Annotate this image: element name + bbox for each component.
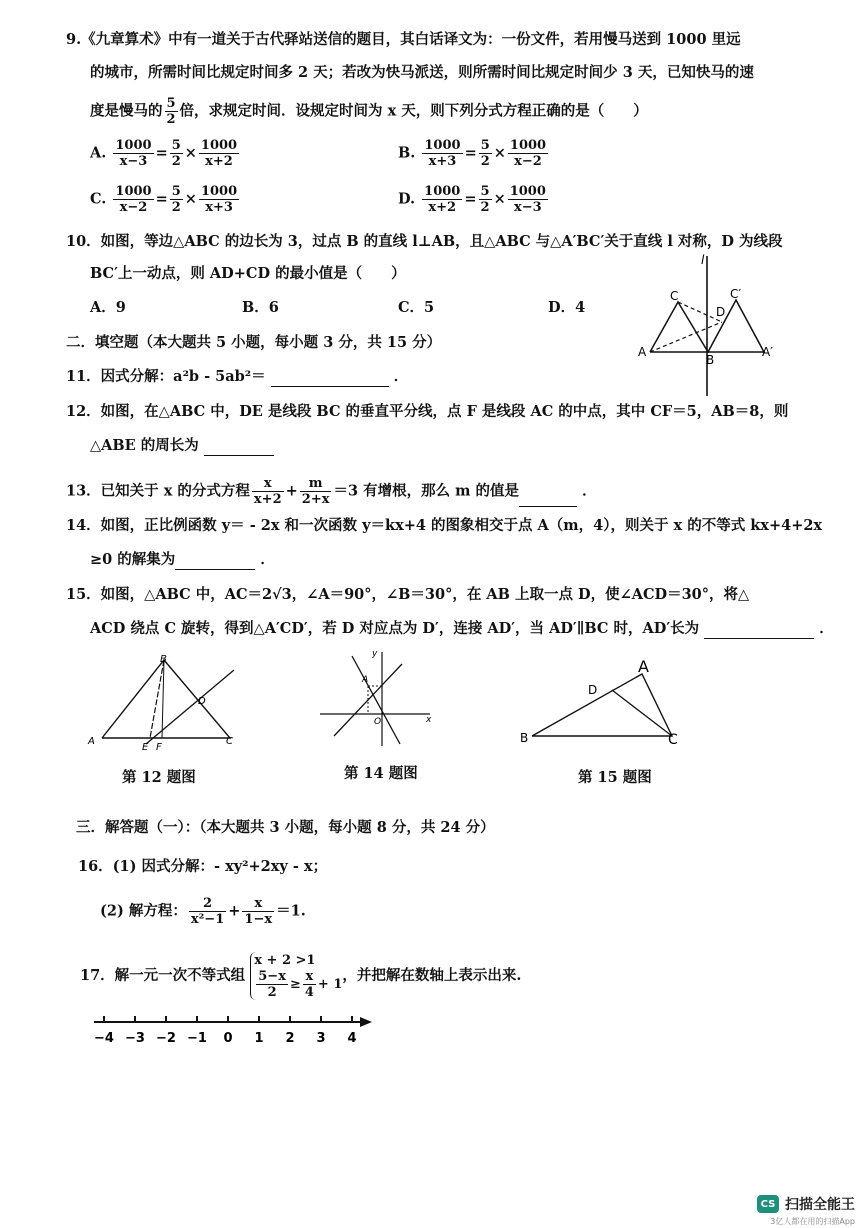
q16-part1: 16．(1) 因式分解：- xy²+2xy - x； [78,858,328,875]
q10-line1: 10．如图，等边△ABC 的边长为 3，过点 B 的直线 l⊥AB，且△ABC 与△A′BC′关于直线 l 对称，D 为线段 [66,233,783,250]
q13: 13．已知关于 x 的分式方程 $\frac{x}{x+2}$ + $\frac{m}{2+x}$ ＝3 有增根，那么 m 的值是 ． [66,476,597,507]
fig15-triangle [532,674,672,736]
q10-option-b: B．6 [242,299,279,316]
q12-answer-blank[interactable] [204,439,274,456]
q9-option-b: B. $\frac{1000}{x+3}$ = $\frac{5}{2}$ × $\frac{1000}{x-2}$ [398,138,547,169]
fig12-label-f: F [156,742,162,752]
label-d: D [716,305,726,319]
fig15-label-b: B [520,731,529,745]
q15-line1: 15．如图，△ABC 中，AC＝2√3，∠A＝90°，∠B＝30°，在 AB 上取一点 D，使∠ACD＝30°，将△ [66,586,750,603]
tick-label: −1 [187,1031,207,1046]
fig12-label-a: A [88,736,95,747]
fig15-label-d: D [588,683,598,697]
q10-option-a: A．9 [90,299,126,316]
label-ap: A′ [762,345,773,359]
tick-label: −2 [156,1031,176,1046]
q9-line1: 9.《九章算术》中有一道关于古代驿站送信的题目，其白话译文为：一份文件，若用慢马送到 1000 里远 [66,31,741,48]
q9-line3 [90,96,648,127]
tick-label: 3 [316,1031,326,1046]
scanner-watermark [757,1194,855,1226]
q16-part2: (2) 解方程： $\frac{2}{\text{x²−1}}$ + $\frac{x}{1-x}$ ＝1. [100,896,306,927]
fig12 [84,652,244,752]
q12-line1: 12．如图，在△ABC 中，DE 是线段 BC 的垂直平分线，点 F 是线段 AC 的中点，其中 CF＝5，AB＝8，则 [66,403,789,420]
q11: 11．因式分解：a²b - 5ab²＝ ． [66,368,409,385]
tick-label: 4 [347,1031,357,1046]
inequality-system: x + 2 >1 $\frac{5-x}{2}$ ≥ $\frac{x}{4}$ + 1 [250,952,342,1000]
label-cp: C′ [730,287,742,301]
tick-label: 1 [254,1031,264,1046]
q13-answer-blank[interactable] [519,490,577,507]
q14-line1: 14．如图，正比例函数 y＝ - 2x 和一次函数 y＝kx+4 的图象相交于点 A（m，4），则关于 x 的不等式 kx+4+2x [66,517,823,534]
fig14-line-y-neg2x [352,656,400,744]
tick-label: 2 [285,1031,295,1046]
watermark-sub: 3亿人都在用的扫描App [770,1217,855,1226]
section-2-heading: 二．填空题（本大题共 5 小题，每小题 3 分，共 15 分） [66,334,442,351]
q10-figure [630,250,790,400]
label-a: A [638,345,647,359]
q9-option-d: D. $\frac{1000}{x+2}$ = $\frac{5}{2}$ × $\frac{1000}{x-3}$ [398,184,546,215]
number-line-arrow [360,1017,372,1027]
fig12-label-e: E [142,742,149,752]
fig14-label-o: O [374,717,382,727]
q9-line3-end: 倍，求规定时间．设规定时间为 x 天，则下列分式方程正确的是（ ） [179,102,648,120]
fig15-label-a: A [638,657,649,676]
q10-line2: BC′上一动点，则 AD+CD 的最小值是（ ） [90,265,406,282]
cs-logo-icon: CS [757,1195,779,1213]
triangle-abc [650,302,708,352]
fig14-caption: 第 14 题图 [344,765,418,782]
q15-answer-blank[interactable] [704,622,814,639]
section-3-heading: 三．解答题（一）：（本大题共 3 小题，每小题 8 分，共 24 分） [76,819,495,836]
tick-label: −3 [125,1031,145,1046]
q17: 17．解一元一次不等式组 x + 2 >1 $\frac{5-x}{2}$ ≥ $\frac{x}{4}$ + 1 ，并把解在数轴上表示出来. [80,953,522,1000]
fig15 [516,656,696,756]
fig12-label-b: B [160,654,167,665]
label-l: l [701,253,705,267]
label-c: C [670,289,679,303]
label-b: B [706,353,715,367]
fig14 [316,646,440,750]
fig12-caption: 第 12 题图 [122,769,196,786]
tick-label: −4 [94,1031,114,1046]
q9-line2: 的城市，所需时间比规定时间多 2 天；若改为快马派送，则所需时间比规定时间少 3 天，已知快马的速 [90,64,754,81]
fig15-cd [612,690,672,736]
q10-option-c: C．5 [398,299,435,316]
q11-answer-blank[interactable] [271,370,389,387]
fig15-label-c: C [668,732,678,748]
fig12-de [146,670,234,744]
fig12-triangle [102,660,230,738]
watermark-name: 扫描全能王 [785,1197,855,1213]
fig14-label-y: y [372,649,378,659]
q14-answer-blank[interactable] [175,553,255,570]
q9-option-a: A. $\frac{1000}{x-3}$ = $\frac{5}{2}$ × $\frac{1000}{x+2}$ [90,138,238,169]
q15-line2: ACD 绕点 C 旋转，得到△A′CD′，若 D 对应点为 D′，连接 AD′，当 AD′∥BC 时，AD′长为 ． [90,620,834,637]
q14-line2: ≥0 的解集为 ． [90,551,275,568]
fig15-caption: 第 15 题图 [578,769,652,786]
number-line[interactable] [86,1000,376,1050]
fig12-label-c: C [226,736,233,747]
q12-line2: △ABE 的周长为 [90,436,274,456]
q9-line3-start: 度是慢马的 [90,102,163,120]
q9-option-c: C. $\frac{1000}{x-2}$ = $\frac{5}{2}$ × $\frac{1000}{x+3}$ [90,184,238,215]
fig14-label-a: A [362,675,369,685]
q10-option-d: D．4 [548,299,586,316]
fig14-label-x: x [426,715,432,725]
tick-label: 0 [223,1031,233,1046]
fig12-label-d: D [198,696,206,707]
q9-frac-five-halves: $\frac{5}{2}$ [166,96,176,127]
